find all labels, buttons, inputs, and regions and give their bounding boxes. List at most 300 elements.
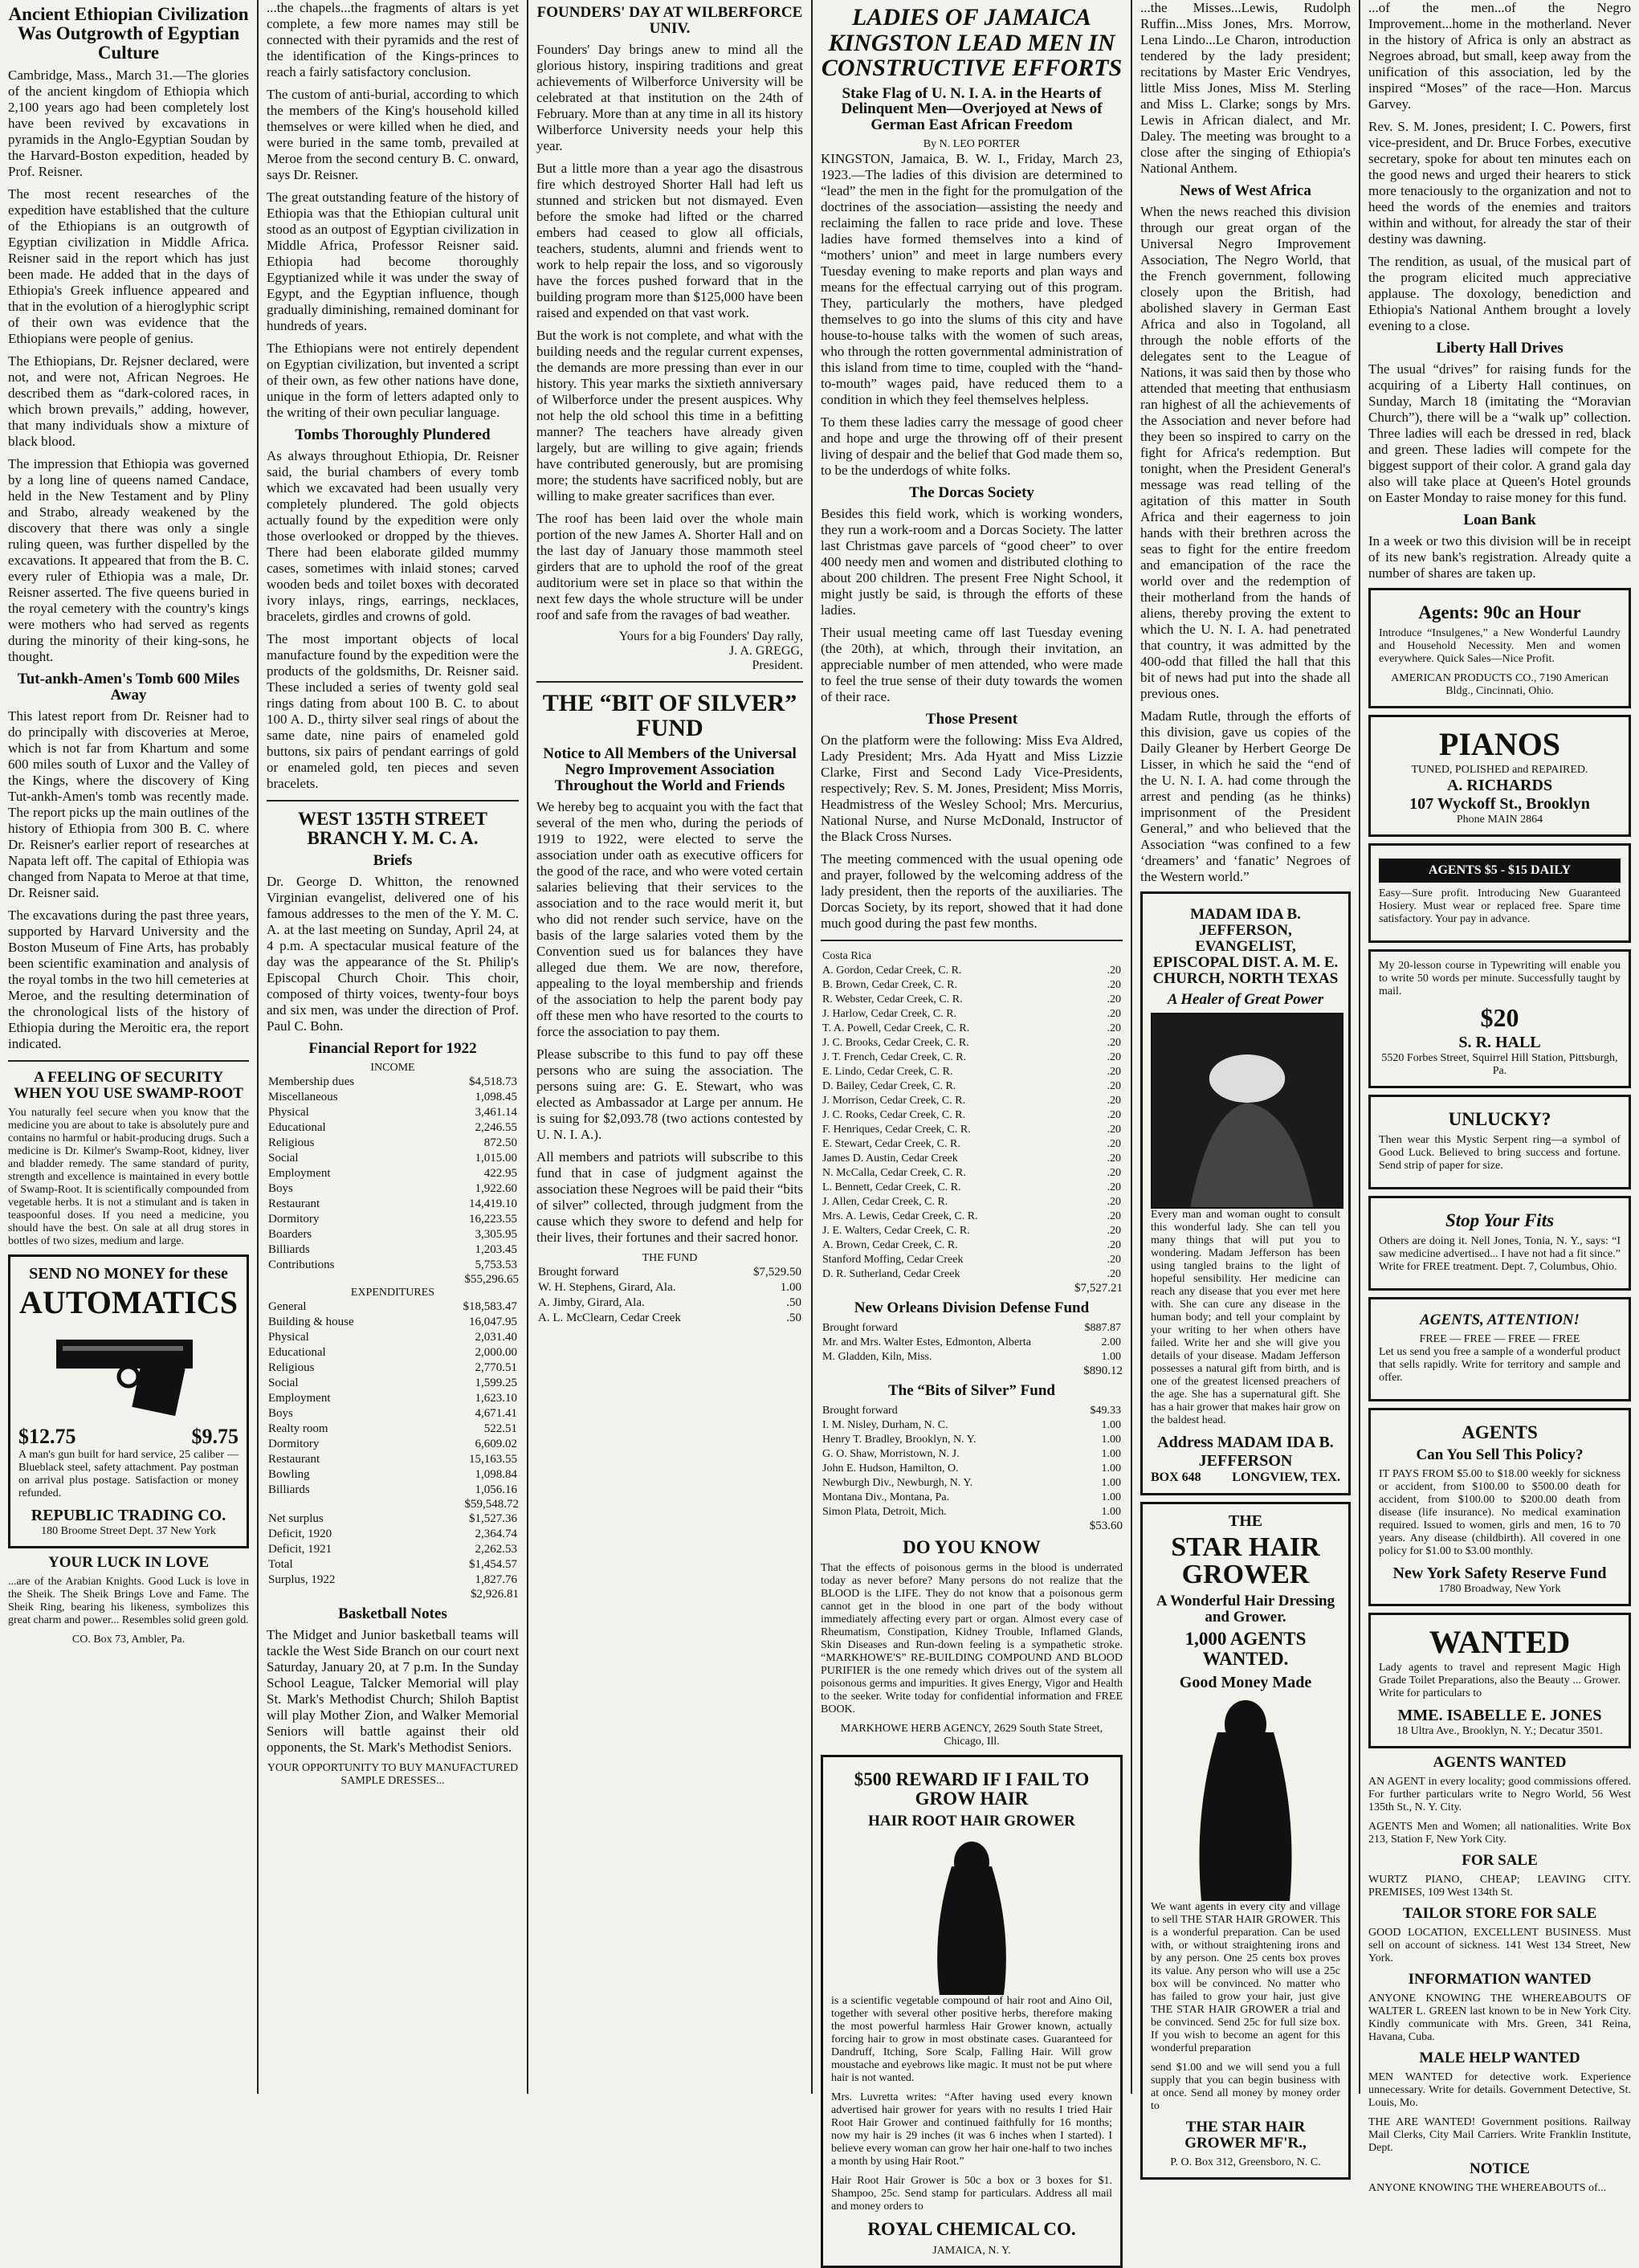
classified-item <box>1368 2116 1631 2155</box>
classifieds <box>1368 1755 1631 2195</box>
row-label: Bowling <box>268 1468 310 1482</box>
luck-ad-address: CO. Box 73, Ambler, Pa. <box>71 1634 186 1646</box>
table-row <box>821 1050 1123 1065</box>
row-value: $1,527.36 <box>469 1512 517 1526</box>
table-row <box>536 1311 803 1326</box>
article-paragraph: The roof has been laid over the whole main portion of the new James A. Shorter Hall and on the last day of January those mammoth steel girders that are to uphold the roof of the great auditorium were set in place so that within the next few days the whole structure will be under roof and safe from the ravages of bad weather. <box>536 510 803 622</box>
swamp-root-ad-body: You naturally feel secure when you know that the medicine you are about to take is absolutely pure and contains no harmful or habit-producing drugs. Such a medicine is Dr. Kilmer's Swamp-Root, kidney, liver and bladder remedy. The same standard of purity, strength and excellence is maintained in every bottle of Swamp-Root. It is scientifically compounded from vegetable herbs. It is not a stimulant and is taken in teaspoonful doses. If you need a medicine, you should have the best. On sale at all drug stores in bottles of two sizes, medium and large. <box>8 1107 249 1248</box>
row-value: 1,098.45 <box>475 1091 517 1104</box>
automatics-title: AUTOMATICS <box>19 1284 238 1321</box>
policy-address: 1780 Broadway, New York <box>1438 1583 1561 1596</box>
classified-item <box>1368 2050 1631 2110</box>
row-value: .20 <box>1107 1138 1121 1151</box>
signature-name: J. A. GREGG, <box>728 643 803 658</box>
star-side-text: We want agents in every city and village to sell THE STAR HAIR GROWER. This is a wonderful preparation. Can be used with, or without straightening irons and by any person. One 25 cents box proves its value. Any person who will use a 25c box will be convinced. No matter who has failed to grow your hair, just give THE STAR HAIR GROWER a trial and be convinced. Send 25c for full size box. If you wish to become an agent for this wonderful preparation <box>1151 1900 1340 2054</box>
table-row <box>821 993 1123 1007</box>
table-row <box>821 1462 1123 1476</box>
row-label: A. Jimby, Girard, Ala. <box>538 1295 645 1309</box>
pistol-illustration-icon <box>40 1324 217 1420</box>
article-paragraph: The impression that Ethiopia was governed by a long line of queens named Candace, held in the New Testament and by Pliny and Strabo, already weakened by the discovery that there was only a single ruling queen, was further dispelled by the excavations. It appeared that from the B. C. every ruler of Ethiopia was a male, Dr. Reisner asserted. The five queens buried in the royal cemetery with the country's kings were mothers who had served as regents during the minority of their king-sons, he thought. <box>8 456 249 665</box>
row-label: Physical <box>268 1106 309 1120</box>
article-paragraph: On the platform were the following: Miss Eva Aldred, Lady President; Mrs. Ada Hyatt and Miss Lizzie Clarke, First and Second Lady Vice-Presidents, respectively; Rev. S. M. Jones, President; Miss Morris, Headmistress of the Wesley School; Mrs. Mercurius, National Nurse, and Nurse McDonald, Instructor of the Black Cross Nurses. <box>821 732 1123 845</box>
table-row <box>267 1136 519 1151</box>
row-value: 2,262.53 <box>475 1543 517 1556</box>
row-value: .50 <box>786 1295 801 1309</box>
article-paragraph: The excavations during the past three years, supported by Harvard University and the Boston Museum of Fine Arts, has probably been scientific examination and analysis of the royal tombs in the two hill cemeteries at Meroe, and the resulting determination of the chronological lists of the history of Ethiopia during the Meroitic era, the report indicated. <box>8 908 249 1052</box>
classified-body: AN AGENT in every locality; good commissions offered. For further particulars write to Negro World, 56 West 135th St., N. Y. City. <box>1368 1776 1631 1814</box>
row-value: 16,047.95 <box>469 1316 517 1329</box>
row-value: 1.00 <box>1101 1506 1121 1519</box>
row-value: 1.00 <box>1101 1434 1121 1446</box>
row-value: 2,031.40 <box>475 1331 517 1344</box>
row-value: .20 <box>1107 1066 1121 1079</box>
table-row <box>821 1022 1123 1036</box>
row-label: N. McCalla, Cedar Creek, C. R. <box>822 1167 966 1180</box>
attention-ad <box>1368 1297 1631 1401</box>
silver-subscriber-list <box>821 949 1123 1282</box>
row-label: John E. Hudson, Hamilton, O. <box>822 1462 959 1475</box>
row-label: L. Bennett, Cedar Creek, C. R. <box>822 1181 961 1194</box>
row-label: Brought forward <box>822 1405 898 1418</box>
reward-order: Hair Root Hair Grower is 50c a box or 3 boxes for $1. Shampoo, 25c. Send stamp for particulars. Address all mail and money orders to <box>831 2175 1112 2213</box>
fits-body: Others are doing it. Nell Jones, Tonia, N. Y., says: “I saw medicine advertised... I have not had a fit since.” Write for FREE treatment. Dept. 7, Columbus, Ohio. <box>1379 1235 1621 1274</box>
table-row <box>267 1151 519 1166</box>
woman-long-hair-silhouette-icon <box>915 1834 1028 1995</box>
row-value: .20 <box>1107 1239 1121 1252</box>
article-paragraph: Cambridge, Mass., March 31.—The glories of the ancient kingdom of Ethiopia which 2,100 years ago had been completely lost have been revived by excavations in pyramids in the Anglo-Egyptian Soudan by the Harvard-Boston expedition, headed by Prof. Reisner. <box>8 67 249 180</box>
wilberforce-headline: FOUNDERS' DAY AT WILBERFORCE UNIV. <box>536 4 803 37</box>
automatics-address: 180 Broome Street Dept. 37 New York <box>41 1525 216 1538</box>
ethiopia-headline: Ancient Ethiopian Civilization Was Outgrowth of Egyptian Culture <box>8 4 249 63</box>
column-2 <box>259 0 527 2094</box>
row-label: D. R. Sutherland, Cedar Creek <box>822 1268 960 1281</box>
row-value: 422.95 <box>483 1167 517 1181</box>
row-value <box>1093 949 1123 964</box>
row-value: 1.00 <box>1101 1419 1121 1432</box>
unlucky-body: Then wear this Mystic Serpent ring—a symbol of Good Luck. Believed to bring success and fortune. Send strip of paper for size. <box>1379 1134 1621 1173</box>
row-label: Boarders <box>268 1228 312 1242</box>
row-label: R. Webster, Cedar Creek, C. R. <box>822 993 963 1006</box>
row-label: Henry T. Bradley, Brooklyn, N. Y. <box>822 1434 976 1446</box>
bit-of-silver-subhead: Notice to All Members of the Universal Negro Improvement Association Throughout the World and Friends <box>543 744 797 794</box>
row-label: I. M. Nisley, Durham, N. C. <box>822 1419 948 1432</box>
table-row <box>267 1557 519 1573</box>
policy-body: IT PAYS FROM $5.00 to $18.00 weekly for sickness or accident, from $100.00 to $500.00 death for accident, from $100.00 to $200.00 death from disease (life insurance). No medical examination required. Issued to women, girls and men, 16 to 70 years. Any disease (childbirth). All covered in one policy for $1.00 to $3.00 monthly. <box>1379 1468 1621 1558</box>
pianos-phone: Phone MAIN 2864 <box>1456 814 1543 826</box>
row-label: Employment <box>268 1392 331 1405</box>
row-value: 1,599.25 <box>475 1377 517 1390</box>
pianos-ad <box>1368 715 1631 837</box>
table-row <box>821 1267 1123 1282</box>
table-row <box>821 1195 1123 1209</box>
agents-515-body: Easy—Sure profit. Introducing New Guaranteed Hosiery. Must wear or replaced free. Spare time satisfactory. Your pay in advance. <box>1379 887 1621 926</box>
signature-title: President. <box>752 658 803 672</box>
woman-long-hair-silhouette-icon <box>1185 1692 1306 1901</box>
row-value: .20 <box>1107 1008 1121 1021</box>
row-label: J. Allen, Cedar Creek, C. R. <box>822 1196 948 1209</box>
ymca-headline: WEST 135TH STREET BRANCH Y. M. C. A. <box>297 808 488 849</box>
row-value: $4,518.73 <box>469 1075 517 1089</box>
row-value: 1.00 <box>1101 1491 1121 1504</box>
bits-fund-table <box>821 1404 1123 1519</box>
row-label: Billiards <box>268 1243 310 1257</box>
row-label: Surplus, 1922 <box>268 1573 336 1587</box>
row-label: G. O. Shaw, Morristown, N. J. <box>822 1448 960 1461</box>
row-value: .20 <box>1107 965 1121 977</box>
pianos-sub: TUNED, POLISHED and REPAIRED. <box>1411 764 1588 777</box>
wanted-address: 18 Ultra Ave., Brooklyn, N. Y.; Decatur 3501. <box>1396 1725 1603 1738</box>
subheading: The Dorcas Society <box>909 484 1034 502</box>
row-value: 2.00 <box>1101 1336 1121 1349</box>
table-row <box>821 1505 1123 1519</box>
row-value: $887.87 <box>1084 1322 1121 1335</box>
expenditures-table <box>267 1299 519 1498</box>
income-total: $55,296.65 <box>464 1273 519 1287</box>
row-value: 5,753.53 <box>475 1258 517 1272</box>
subheading: Tut-ankh-Amen's Tomb 600 Miles Away <box>17 671 240 704</box>
jefferson-city: LONGVIEW, TEX. <box>1232 1470 1340 1484</box>
jefferson-subhead: A Healer of Great Power <box>1167 990 1324 1008</box>
row-label: F. Henriques, Cedar Creek, C. R. <box>822 1124 971 1136</box>
table-row <box>821 1007 1123 1022</box>
star-agents: 1,000 AGENTS WANTED. <box>1184 1629 1307 1669</box>
classified-heading: FOR SALE <box>1462 1852 1538 1870</box>
article-paragraph: All members and patriots will subscribe to this fund that in case of judgment against the association these Negroes will be paid their “bits of silver” collected, through judgment from the cause which they swore to defend and help for their lives, their fortunes and their sacred honor. <box>536 1148 803 1245</box>
table-row <box>267 1573 519 1588</box>
table-row <box>821 1336 1123 1350</box>
article-paragraph: But the work is not complete, and what with the building needs and the regular current expenses, the demands are more pressing than ever in our history. This year marks the sixtieth anniversary of Wilberforce under the present auspices. Why not help the old school this time in a befitting manner? The teachers have already given largely, but are willing to give again; friends have contributed generously, but are promising more; the students have sacrificed nobly, but are willing to make greater sacrifices than ever. <box>536 327 803 504</box>
table-row <box>821 1253 1123 1267</box>
fund-label: THE FUND <box>642 1251 698 1264</box>
row-value: 2,246.55 <box>475 1121 517 1135</box>
row-label: Deficit, 1920 <box>268 1528 332 1541</box>
classified-item <box>1368 1972 1631 2044</box>
income-label: INCOME <box>370 1062 415 1075</box>
royal-chemical-company: ROYAL CHEMICAL CO. <box>867 2219 1076 2240</box>
star-pre: THE <box>1228 1511 1263 1530</box>
net-table <box>267 1511 519 1588</box>
new-orleans-fund-title: New Orleans Division Defense Fund <box>854 1299 1090 1317</box>
row-label: J. Morrison, Cedar Creek, C. R. <box>822 1095 966 1107</box>
row-value: 14,419.10 <box>469 1197 517 1211</box>
row-label: J. Harlow, Cedar Creek, C. R. <box>822 1008 957 1021</box>
policy-title: AGENTS <box>1462 1422 1538 1443</box>
agents-515-ad <box>1368 843 1631 943</box>
classified-item <box>1368 1906 1631 1965</box>
table-row <box>267 1330 519 1345</box>
automatics-pre: SEND NO MONEY for these <box>29 1265 228 1283</box>
attention-body: Let us send you free a sample of a wonderful product that sells rapidly. Write for territory and sample and offer. <box>1379 1346 1621 1385</box>
row-value: .20 <box>1107 1095 1121 1107</box>
row-value: 1.00 <box>780 1280 801 1294</box>
row-value: 2,000.00 <box>475 1346 517 1360</box>
article-paragraph: The most important objects of local manufacture found by the expedition were the products of the goldsmiths, Dr. Reisner said. These included a series of twenty gold seal rings dating from about 100 B. C. to about 100 A. D., thirty silver seal rings of about the same date, nine pairs of enameled gold buttons, six pairs of pendant earrings of gold or enameled gold, ten pieces and seven bracelets. <box>267 630 519 791</box>
row-value: 3,461.14 <box>475 1106 517 1120</box>
wanted-ad <box>1368 1613 1631 1748</box>
row-label: W. H. Stephens, Girard, Ala. <box>538 1280 676 1294</box>
row-label: Simon Plata, Detroit, Mich. <box>822 1506 947 1519</box>
subheading: News of West Africa <box>1180 182 1311 199</box>
row-label: B. Brown, Cedar Creek, C. R. <box>822 979 957 992</box>
automatics-company: REPUBLIC TRADING CO. <box>31 1507 226 1525</box>
classified-heading: TAILOR STORE FOR SALE <box>1402 1905 1597 1923</box>
table-row <box>821 1123 1123 1137</box>
attention-title: AGENTS, ATTENTION! <box>1420 1311 1580 1329</box>
classified-item <box>1368 1853 1631 1899</box>
table-row <box>267 1376 519 1391</box>
row-value: .20 <box>1107 1167 1121 1180</box>
table-row <box>267 1166 519 1181</box>
table-row <box>821 1079 1123 1094</box>
reward-subhead: HAIR ROOT HAIR GROWER <box>868 1813 1075 1830</box>
table-row <box>821 1350 1123 1364</box>
expenditures-label: EXPENDITURES <box>350 1287 435 1299</box>
agents-90c-title: Agents: 90c an Hour <box>1418 602 1581 622</box>
article-paragraph: The Ethiopians were not entirely dependent on Egyptian civilization, but invented a script of their own, as few other nations have done, unique in the form of letters adapted only to the writing of their own peculiar language. <box>267 341 519 420</box>
luck-ad-title: YOUR LUCK IN LOVE <box>47 1554 210 1572</box>
pianos-name: A. RICHARDS <box>1446 777 1553 795</box>
unlucky-ad <box>1368 1095 1631 1189</box>
row-label: Miscellaneous <box>268 1091 338 1104</box>
jefferson-title: MADAM IDA B. JEFFERSON, EVANGELIST, EPISCOPAL DIST. A. M. E. CHURCH, NORTH TEXAS <box>1152 905 1339 987</box>
article-paragraph: When the news reached this division through our great organ of the Universal Negro Improvement Association, The Negro World, that the French government, following closely upon the British, had abolished slavery in German East Africa and also in Togoland, all through the noble efforts of the delegates sent to the League of Nations, it was said then by those who attended that meeting that enthusiasm ran highest of all the achievements of the Association and never before had they been so inspired to carry on the fight for Africa's redemption. But tonight, when the President General's message was read telling of the agitation of this matter in South Africa and their eagerness to join hands with their brethren across the seas to fight for the entire freedom and emancipation of the race the world over and the redemption of their motherland from the hands of aliens, thereby proving the extent to which the U. N. I. A. had penetrated that country, it was admitted by the 400-odd that filled the hall that this bit of news had put into the shade all previous ones. <box>1140 203 1351 701</box>
row-value: .20 <box>1107 1051 1121 1064</box>
row-value: 1,827.76 <box>475 1573 517 1587</box>
row-label: Brought forward <box>822 1322 898 1335</box>
table-row <box>821 949 1123 964</box>
policy-ad <box>1368 1408 1631 1606</box>
automatics-ad <box>8 1254 249 1548</box>
row-value: 872.50 <box>483 1136 517 1150</box>
pen-portrait-photo-icon <box>1151 1013 1343 1209</box>
star-hair-grower-ad <box>1140 1502 1351 2180</box>
row-label: Employment <box>268 1167 331 1181</box>
article-paragraph: ...of the men...of the Negro Improvement...home in the motherland. Never in the history of Africa is only an abstract as Negroes abroad, but small, keep away from the unification of this association, led by the inspired “Moses” of the race—Hon. Marcus Garvey. <box>1368 0 1631 112</box>
row-label: Educational <box>268 1346 326 1360</box>
table-row <box>267 1120 519 1136</box>
classified-heading: NOTICE <box>1470 2160 1530 2177</box>
agents-90c-body: Introduce “Insulgenes,” a New Wonderful Laundry and Household Necessity. Men and women everywhere. Quick Sales—Nice Profit. <box>1379 627 1621 666</box>
byline: By N. LEO PORTER <box>923 138 1021 151</box>
row-value: .20 <box>1107 979 1121 992</box>
bit-of-silver-headline: THE “BIT OF SILVER” FUND <box>542 689 797 742</box>
row-value: .20 <box>1107 1254 1121 1267</box>
row-value: .20 <box>1107 1181 1121 1194</box>
table-row <box>267 1483 519 1498</box>
article-paragraph: The rendition, as usual, of the musical part of the program elicited much appreciative applause. The doxology, benediction and Ethiopia's National Anthem brought a lovely evening to a close. <box>1368 254 1631 333</box>
divider <box>267 800 519 802</box>
article-paragraph: The Ethiopians, Dr. Rejsner declared, were not, and were not, African Negroes. He described them as “dark-colored races, in which brown prevails,” adding, however, that many individuals show a mixture of black blood. <box>8 353 249 450</box>
star-address: P. O. Box 312, Greensboro, N. C. <box>1170 2156 1321 2168</box>
classified-body: AGENTS Men and Women; all nationalities. Write Box 213, Station F, New York City. <box>1368 1821 1631 1846</box>
row-label: Social <box>268 1152 299 1165</box>
column-6 <box>1360 0 1639 2194</box>
classified-body: WURTZ PIANO, CHEAP; LEAVING CITY. PREMISES, 109 West 134th St. <box>1368 1874 1631 1899</box>
star-title: STAR HAIR GROWER <box>1171 1532 1320 1589</box>
article-paragraph: The custom of anti-burial, according to which the members of the King's household killed themselves or were killed when he died, and were buried in the same tomb, prevailed at Meroe from the second century B. C. onward, says Dr. Reisner. <box>267 87 519 182</box>
row-label: Stanford Moffing, Cedar Creek <box>822 1254 964 1267</box>
jefferson-body: Every man and woman ought to consult this wonderful lady. She can tell you many things that will put you to wondering. Madam Jefferson has been using tangled brains to the light of hopeful sensibility. Her medicine can reach any disease that you ever met here with. She can cure any disease in the human body; and tell your complaint by your writing to her when others have failed. Write her and she will give you details of your disease. Madam Jefferson possesses a natural gift from birth, and is one of the greatest licensed preachers of the age. She has a supernatural gift. She has a hair grower that makes hair grow on the baldest head. <box>1151 1208 1340 1426</box>
column-3 <box>528 0 811 2094</box>
row-label: Deficit, 1921 <box>268 1543 332 1556</box>
star-bottom-text: send $1.00 and we will send you a full supply that you can begin business with at once. Send all money by money order to <box>1151 2061 1340 2112</box>
table-row <box>267 1197 519 1212</box>
wanted-title: WANTED <box>1429 1624 1571 1661</box>
row-label: Dormitory <box>268 1213 320 1226</box>
unlucky-title: UNLUCKY? <box>1448 1109 1551 1130</box>
row-label: Net surplus <box>268 1512 324 1526</box>
table-row <box>267 1242 519 1258</box>
row-label: Religious <box>268 1136 315 1150</box>
table-row <box>821 1137 1123 1152</box>
row-value: 2,770.51 <box>475 1361 517 1375</box>
table-row <box>821 964 1123 978</box>
row-value: $49.33 <box>1090 1405 1121 1418</box>
row-label: J. C. Rooks, Cedar Creek, C. R. <box>822 1109 966 1122</box>
row-value: 522.51 <box>483 1422 517 1436</box>
classified-item <box>1368 1821 1631 1846</box>
row-value: .20 <box>1107 1037 1121 1050</box>
classified-body: ANYONE KNOWING THE WHEREABOUTS of... <box>1368 2181 1607 2194</box>
row-label: E. Stewart, Cedar Creek, C. R. <box>822 1138 960 1151</box>
do-you-know-title: DO YOU KNOW <box>903 1537 1041 1558</box>
row-label: Boys <box>268 1182 293 1196</box>
agents-90c-company: AMERICAN PRODUCTS CO., 7190 American Bldg., Cincinnati, Ohio. <box>1391 672 1608 698</box>
silver-list-total: $7,527.21 <box>1074 1282 1123 1295</box>
table-row <box>267 1391 519 1406</box>
row-value: 1,922.60 <box>475 1182 517 1196</box>
table-row <box>536 1265 803 1280</box>
column-4 <box>813 0 1131 2257</box>
article-paragraph: In a week or two this division will be in receipt of its new bank's registration. Already quite a number of shares are taken up. <box>1368 532 1631 581</box>
row-label: Total <box>268 1558 293 1572</box>
table-row <box>267 1511 519 1527</box>
article-paragraph: We hereby beg to acquaint you with the fact that several of the men who, during the periods of 1919 to 1922, were elected to serve the association under oath as executive officers for the good of the race, and who were voted certain salaries believing that their services to the association and to the race would merit it, but who did not render such service, have on the basis of the large salaries voted them by the Convention sued us for balances they have alleged due them. We are now, therefore, appealing to the loyal membership and friends of the association to help the parent body pay off these men who have resorted to the courts to force the association to pay them. <box>536 798 803 1039</box>
subheading: Liberty Hall Drives <box>1436 340 1564 357</box>
divider <box>821 940 1123 941</box>
row-value: 1.00 <box>1101 1477 1121 1490</box>
article-paragraph: The great outstanding feature of the history of Ethiopia was that the Ethiopian cultural unit stood as an outpost of Egyptian civilization in Middle Africa, Professor Reisner said. Ethiopia had become thoroughly Egyptianized while it was under the sway of Egypt, and the Egyptian influence, though gradually diminishing, remained dominant for hundreds of years. <box>267 190 519 333</box>
reward-headline: $500 REWARD IF I FAIL TO GROW HAIR <box>854 1769 1090 1809</box>
luck-ad-body: ...are of the Arabian Knights. Good Luck is love in the Sheik. The Sheik Brings Love and Fame. The Sheik Ring, bearing his likeness, symbolizes this great charm and power... Resembles solid green gold. <box>8 1576 249 1627</box>
row-value: 1.00 <box>1101 1448 1121 1461</box>
pianos-address: 107 Wyckoff St., Brooklyn <box>1409 795 1590 814</box>
table-row <box>267 1437 519 1452</box>
row-label: Religious <box>268 1361 315 1375</box>
small-ad: YOUR OPPORTUNITY TO BUY MANUFACTURED SAMPLE DRESSES... <box>267 1762 519 1788</box>
row-label: Costa Rica <box>822 950 872 963</box>
row-label: E. Lindo, Cedar Creek, C. R. <box>822 1066 953 1079</box>
table-row <box>821 1224 1123 1238</box>
typewriting-price: $20 <box>1480 1003 1519 1033</box>
basketball-body: The Midget and Junior basketball teams will tackle the West Side Branch on our court next Saturday, January 20, at 7 p.m. In the Sunday School League, Talcker Memorial will play St. Mark's Methodist Church; Shiloh Baptist will play Mother Zion, and Walker Memorial Seniors will battle against their old opponents, the St. Mark's Methodist Seniors. <box>267 1627 519 1756</box>
swamp-root-ad-title: A FEELING OF SECURITY WHEN YOU USE SWAMP-ROOT <box>14 1069 243 1103</box>
ymca-body: Dr. George D. Whitton, the renowned Virginian evangelist, delivered one of his famous addresses to the men of the Y. M. C. A. at the last meeting on Sunday, April 24, at 4 p.m. A spectacular musical feature of the day was the appearance of the St. Philip's Episcopal Church Choir. This choir, composed of thirty voices, twenty-four boys and six men, was under the direction of Prof. Paul C. Bohn. <box>267 874 519 1034</box>
article-paragraph: Their usual meeting came off last Tuesday evening (the 20th), at which, through their invitation, an appreciable number of men attended, who were made to feel the true sense of their duty towards the women of their race. <box>821 625 1123 705</box>
row-label: Restaurant <box>268 1453 320 1466</box>
row-value: .20 <box>1107 1152 1121 1165</box>
ymca-subhead: Briefs <box>373 852 413 870</box>
table-row <box>267 1299 519 1315</box>
table-row <box>267 1212 519 1227</box>
classified-body: THE ARE WANTED! Government positions. Railway Mail Clerks, City Mail Carriers. Write Franklin Institute, Dept. <box>1368 2116 1631 2154</box>
table-row <box>267 1345 519 1360</box>
bits-fund-total: $53.60 <box>1089 1519 1123 1533</box>
expenditures-total: $59,548.72 <box>464 1498 519 1511</box>
subheading: Loan Bank <box>1463 511 1536 528</box>
row-value: .20 <box>1107 993 1121 1006</box>
row-value: .20 <box>1107 1225 1121 1238</box>
row-value: $1,454.57 <box>469 1558 517 1572</box>
automatics-price-small: $9.75 <box>191 1425 239 1449</box>
row-value: 1,056.16 <box>475 1483 517 1497</box>
jefferson-address-label: Address MADAM IDA B. JEFFERSON <box>1157 1433 1334 1470</box>
row-label: Billiards <box>268 1483 310 1497</box>
star-subhead: A Wonderful Hair Dressing and Grower. <box>1156 1592 1335 1626</box>
row-label: A. Gordon, Cedar Creek, C. R. <box>822 965 962 977</box>
row-label: Social <box>268 1377 299 1390</box>
article-paragraph: Madam Rutle, through the efforts of this division, gave us copies of the Daily Gleaner by Herbert George De Lisser, in which he said the “end of the U. N. I. A. had come through the arrest and pending (as he thinks) imprisonment of the President General,” and who believed that the Association “was confined to a few ‘dreamers’ and ‘fanatic’ Negroes of the Western world.” <box>1140 708 1351 884</box>
subheading: Those Present <box>925 711 1018 728</box>
row-value: .50 <box>786 1311 801 1324</box>
row-value: .20 <box>1107 1210 1121 1223</box>
subheading: Tombs Thoroughly Plundered <box>295 426 491 443</box>
row-label: J. E. Walters, Cedar Creek, C. R. <box>822 1225 970 1238</box>
article-paragraph: The usual “drives” for raising funds for the acquiring of a Liberty Hall continues, on Sunday, March 18 (imitating the “Moravian Church”), there will be a “walk up” collection. Three ladies will each be dressed in red, black and green. These ladies will compete for the biggest support of their color. A grand gala day also will take place at Queen's Hotel grounds on Easter Monday to raise money for this fund. <box>1368 361 1631 505</box>
table-row <box>267 1467 519 1483</box>
fits-title: Stop Your Fits <box>1445 1210 1555 1231</box>
table-row <box>267 1422 519 1437</box>
row-value: 1,015.00 <box>475 1152 517 1165</box>
row-label: Contributions <box>268 1258 335 1272</box>
divider <box>8 1060 249 1062</box>
row-label: Boys <box>268 1407 293 1421</box>
typewriting-body: My 20-lesson course in Typewriting will enable you to write 50 words per minute. Successfully taught by mail. <box>1379 960 1621 998</box>
row-label: M. Gladden, Kiln, Miss. <box>822 1351 932 1364</box>
table-row <box>821 1418 1123 1433</box>
table-row <box>821 1094 1123 1108</box>
policy-subhead: Can You Sell This Policy? <box>1416 1446 1584 1464</box>
row-label: Newburgh Div., Newburgh, N. Y. <box>822 1477 973 1490</box>
column-1 <box>0 0 257 2094</box>
typewriting-name: S. R. HALL <box>1458 1034 1541 1052</box>
fund-table <box>536 1265 803 1326</box>
table-row <box>821 1166 1123 1181</box>
policy-company: New York Safety Reserve Fund <box>1392 1564 1607 1583</box>
reward-ad <box>821 1755 1123 2267</box>
row-label: Educational <box>268 1121 326 1135</box>
table-row <box>821 1108 1123 1123</box>
do-you-know-signature: MARKHOWE HERB AGENCY, 2629 South State Street, Chicago, Ill. <box>840 1723 1103 1748</box>
star-good-money: Good Money Made <box>1179 1673 1312 1691</box>
row-label: T. A. Powell, Cedar Creek, C. R. <box>822 1022 970 1035</box>
do-you-know-body: That the effects of poisonous germs in the blood is underrated today as never before? Many persons do not realize that the BLOOD is the LIFE. They do not know that a poisonous germ cannot get in the blood in one part of the body without immediately affecting every part or organ. Almost every case of Rheumatism, Constipation, Kidney Trouble, Inflamed Glands, Skin Diseases and Run-down feeling is a sympathetic stroke. “MARKHOWE'S” RE-BUILDING COMPOUND AND BLOOD PURIFIER is the one remedy which drives out of the system all poisonous germs and impurities. It gives Energy, Vigor and Health to the seeker. Write today for confidential information and FREE BOOK. <box>821 1562 1123 1716</box>
table-row <box>821 1065 1123 1079</box>
row-value: 15,163.55 <box>469 1453 517 1466</box>
table-row <box>536 1280 803 1295</box>
table-row <box>821 1491 1123 1505</box>
classified-item <box>1368 2161 1631 2195</box>
article-paragraph: As always throughout Ethiopia, Dr. Reisner said, the burial chambers of every tomb which we excavated had been usually very completely plundered. The gold objects actually found by the expedition were only those overlooked or dropped by the thieves. There had been elaborate gilded mummy cases, sometimes with inlaid stones; carved wooden beds and toilet boxes with decorated ivory inlays, rings, earrings, necklaces, bracelets, girdles and crowns of gold. <box>267 447 519 624</box>
article-paragraph: Please subscribe to this fund to pay off these persons who are suing the association. The persons suing are: G. E. Stewart, who was elected as Ambassador at Large per annum. He is suing for $2,093.78 (two actions contested by U. N. I. A.). <box>536 1046 803 1142</box>
row-value: 6,609.02 <box>475 1438 517 1451</box>
row-value: 16,223.55 <box>469 1213 517 1226</box>
table-row <box>821 1209 1123 1224</box>
table-row <box>821 1152 1123 1166</box>
table-row <box>821 1238 1123 1253</box>
automatics-price: $12.75 <box>18 1425 76 1449</box>
new-orleans-fund-table <box>821 1321 1123 1364</box>
